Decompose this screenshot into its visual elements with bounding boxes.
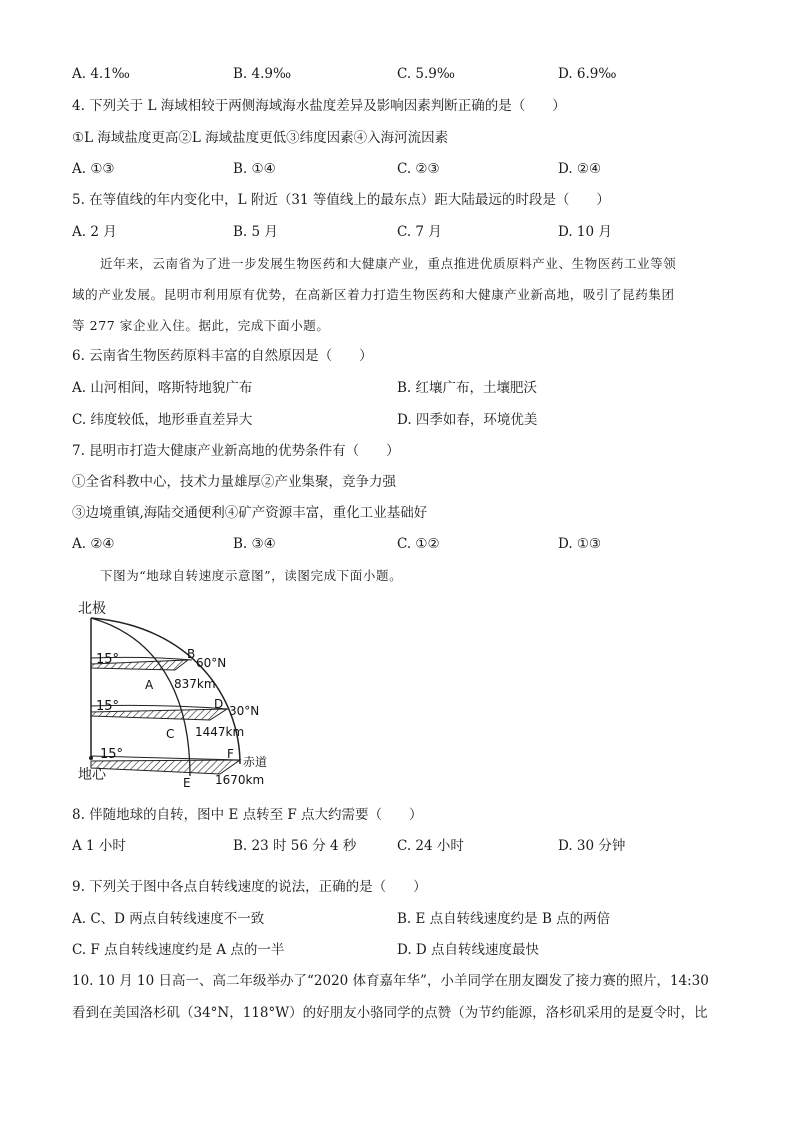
passage2: 下图为“地球自转速度示意图”，读图完成下面小题。 (100, 568, 403, 583)
q6-option-b: B. 红壤广布，土壤肥沃 (397, 380, 538, 396)
q6-option-d: D. 四季如春，环境优美 (397, 412, 538, 428)
q10-line1: 10. 10 月 10 日高一、高二年级举办了“2020 体育嘉年华”，小羊同学在朋友圈发了接力赛的照片，14:30 (72, 973, 709, 989)
q5-stem: 5. 在等值线的年内变化中，L 附近（31 等值线上的最东点）距大陆最远的时段是（ ） (72, 192, 610, 208)
q5-option-c: C. 7 月 (397, 224, 442, 240)
point-f: F (227, 747, 234, 761)
point-c: C (166, 727, 175, 741)
dist60-label: 837km (174, 677, 216, 691)
q5-option-a: A. 2 月 (72, 224, 117, 240)
q9-option-c: C. F 点自转线速度约是 A 点的一半 (72, 942, 285, 958)
q7-option-a: A. ②④ (72, 536, 115, 552)
q8-stem: 8. 伴随地球的自转，图中 E 点转至 F 点大约需要（ ） (72, 807, 423, 823)
passage1-line3: 等 277 家企业入住。据此，完成下面小题。 (72, 318, 330, 333)
q3-option-b: B. 4.9‰ (233, 66, 292, 82)
q9-option-a: A. C、D 两点自转线速度不一致 (72, 911, 265, 927)
band-equator (91, 760, 240, 774)
angle-0-label: 15° (100, 747, 124, 762)
angle-60-label: 15° (96, 652, 120, 667)
q6-option-c: C. 纬度较低，地形垂直差异大 (72, 412, 253, 428)
north-pole-label: 北极 (78, 601, 106, 617)
q8-option-b: B. 23 时 56 分 4 秒 (233, 838, 357, 854)
q8-option-c: C. 24 小时 (397, 838, 464, 854)
passage1-line2: 域的产业发展。昆明市利用原有优势，在高新区着力打造生物医药和大健康产业新高地，吸引了昆药集团 (72, 287, 675, 302)
q6-option-a: A. 山河相间，喀斯特地貌广布 (72, 380, 253, 396)
q3-option-c: C. 5.9‰ (397, 66, 456, 82)
dist30-label: 1447km (195, 725, 245, 739)
q5-option-d: D. 10 月 (558, 224, 612, 240)
center-label: 地心 (78, 767, 106, 783)
lat60-label: 60°N (196, 656, 227, 670)
point-b: B (187, 647, 196, 661)
q5-option-b: B. 5 月 (233, 224, 278, 240)
q7-option-b: B. ③④ (233, 536, 276, 552)
q9-option-b: B. E 点自转线速度约是 B 点的两倍 (397, 911, 611, 927)
q8-option-a: A 1 小时 (72, 838, 126, 854)
q7-option-c: C. ①② (397, 536, 440, 552)
q4-option-c: C. ②③ (397, 161, 440, 177)
angle-30-label: 15° (96, 699, 120, 714)
meridian-arc (91, 618, 240, 764)
equator-label: 赤道 (243, 755, 268, 769)
point-a: A (145, 678, 154, 692)
dist0-label: 1670km (215, 773, 265, 787)
q8-option-d: D. 30 分钟 (558, 838, 626, 854)
q3-option-a: A. 4.1‰ (72, 66, 130, 82)
q7-option-d: D. ①③ (558, 536, 602, 552)
q4-stem: 4. 下列关于 L 海域相较于两侧海域海水盐度差异及影响因素判断正确的是（ ） (72, 98, 566, 114)
q7-choices-2: ③边境重镇,海陆交通便利④矿产资源丰富，重化工业基础好 (72, 505, 428, 521)
q9-stem: 9. 下列关于图中各点自转线速度的说法，正确的是（ ） (72, 879, 427, 895)
q4-choices: ①L 海域盐度更高②L 海域盐度更低③纬度因素④入海河流因素 (72, 130, 449, 146)
q7-choices-1: ①全省科教中心，技术力量雄厚②产业集聚，竞争力强 (72, 474, 396, 490)
q6-stem: 6. 云南省生物医药原料丰富的自然原因是（ ） (72, 348, 373, 364)
q10-line2: 看到在美国洛杉矶（34°N，118°W）的好朋友小骆同学的点赞（为节约能源，洛杉矶采用的是夏令时，比 (72, 1005, 708, 1021)
q9-option-d: D. D 点自转线速度最快 (397, 942, 540, 958)
q4-option-d: D. ②④ (558, 161, 602, 177)
point-e: E (183, 776, 191, 790)
rotation-speed-diagram (70, 596, 290, 796)
q7-stem: 7. 昆明市打造大健康产业新高地的优势条件有（ ） (72, 443, 400, 459)
passage1-line1: 近年来，云南省为了进一步发展生物医药和大健康产业，重点推进优质原料产业、生物医药工业等领 (100, 256, 677, 271)
q3-option-d: D. 6.9‰ (558, 66, 617, 82)
point-d: D (214, 697, 224, 711)
lat30-label: 30°N (229, 704, 260, 718)
q4-option-b: B. ①④ (233, 161, 276, 177)
q4-option-a: A. ①③ (72, 161, 115, 177)
